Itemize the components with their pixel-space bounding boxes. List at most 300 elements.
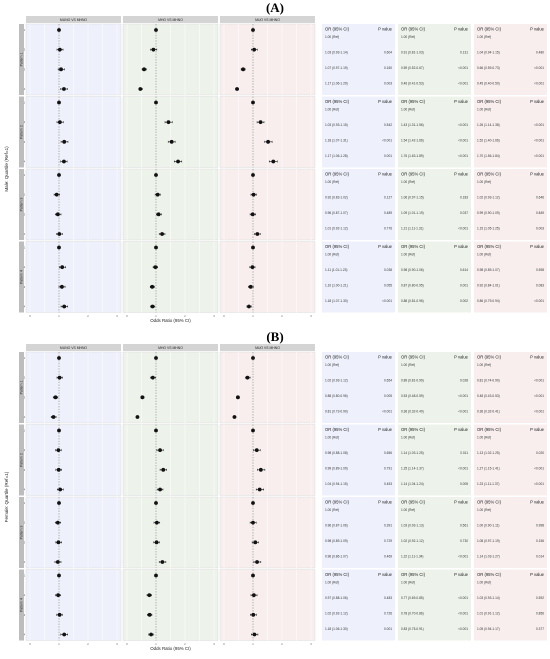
p-value: 0.480 — [536, 50, 544, 55]
p-value: <0.001 — [534, 378, 544, 383]
comparison-label: MUO VS MHNO — [255, 346, 280, 350]
x-tick-label: 0 — [29, 315, 31, 318]
quartile-tick-label: 4 — [23, 88, 26, 91]
p-value: 0.729 — [384, 539, 392, 543]
odds-ratio-point — [235, 87, 239, 91]
odds-ratio-point — [252, 193, 256, 197]
x-tick-label: 1 — [252, 643, 254, 646]
x-tick-label: 1 — [252, 315, 254, 318]
x-tick-label: 2 — [281, 643, 283, 646]
odds-ratio-point — [58, 48, 62, 52]
p-value: <0.001 — [458, 226, 468, 231]
odds-ratio-point — [251, 265, 255, 269]
p-value: 0.654 — [384, 378, 392, 383]
p-value: 0.726 — [384, 611, 392, 616]
x-tick-label: 3 — [213, 643, 215, 646]
or-value: 1.23 (1.11-1.37) — [477, 482, 500, 486]
or-value: 1.25 (1.14-1.37) — [401, 466, 424, 471]
table-header-or: OR (95% CI) — [325, 572, 349, 577]
pattern-label: Pattern 1 — [19, 380, 24, 395]
or-value: 1.00 (Ref) — [325, 252, 340, 257]
quartile-tick-label: 3 — [23, 613, 26, 617]
table-header-or: OR (95% CI) — [401, 572, 425, 577]
quartile-tick-label: 1 — [23, 174, 26, 177]
p-value: <0.001 — [382, 409, 392, 414]
p-value: 0.005 — [460, 482, 468, 486]
odds-ratio-point — [142, 67, 146, 71]
or-value: 1.14 (1.03-1.27) — [477, 554, 500, 559]
panel-letter: (B) — [266, 329, 284, 344]
quartile-tick-label: 2 — [23, 121, 26, 125]
or-value: 0.88 (0.81-0.96) — [401, 299, 424, 303]
odds-ratio-point — [151, 48, 155, 52]
p-value: 0.614 — [460, 268, 468, 272]
table-header-or: OR (95% CI) — [401, 244, 425, 249]
odds-ratio-point — [57, 101, 61, 105]
p-value: <0.001 — [534, 154, 544, 158]
p-value: <0.001 — [458, 596, 468, 600]
table-header-or: OR (95% CI) — [401, 499, 425, 505]
odds-ratio-point — [136, 415, 140, 419]
quartile-tick-label: 4 — [23, 488, 26, 492]
odds-ratio-point — [251, 429, 255, 433]
or-value: 1.00 (Ref) — [325, 435, 340, 440]
x-tick-label: 1 — [155, 643, 157, 646]
p-value: 0.656 — [384, 451, 392, 455]
odds-ratio-point — [251, 613, 255, 617]
odds-ratio-point — [253, 633, 257, 637]
table-header-or: OR (95% CI) — [325, 99, 349, 104]
odds-ratio-point — [148, 613, 152, 617]
or-value: 1.00 (Ref) — [477, 107, 492, 112]
or-value: 1.00 (Ref) — [401, 435, 416, 440]
x-tick-label: 0 — [126, 315, 128, 318]
p-value: 0.856 — [536, 611, 544, 616]
p-value: 0.055 — [384, 283, 392, 288]
comparison-label: MHO VS MHNO — [158, 18, 183, 22]
odds-ratio-point — [57, 232, 61, 236]
quartile-tick-label: 1 — [23, 357, 26, 360]
odds-ratio-point — [241, 67, 245, 71]
or-value: 0.59 (0.52-0.67) — [401, 66, 424, 70]
odds-ratio-point — [154, 28, 158, 32]
odds-ratio-point — [251, 521, 255, 525]
p-value: 0.604 — [384, 50, 392, 55]
odds-ratio-point — [271, 160, 275, 164]
table-header-p: P value — [378, 499, 392, 505]
x-tick-label: 0 — [223, 643, 225, 646]
odds-ratio-point — [54, 395, 58, 399]
or-value: 0.86 (0.79-0.94) — [477, 299, 500, 303]
table-header-or: OR (95% CI) — [325, 354, 349, 360]
or-value: 1.04 (0.94-1.15) — [477, 50, 500, 55]
odds-ratio-point — [259, 468, 263, 472]
odds-ratio-point — [160, 560, 164, 564]
or-value: 1.00 (Ref) — [325, 363, 340, 367]
or-value: 0.53 (0.48-0.59) — [401, 394, 424, 398]
or-value: 1.00 (Ref) — [477, 363, 492, 367]
x-tick-label: 2 — [87, 315, 89, 318]
table-header-p: P value — [530, 171, 544, 177]
table-header-or: OR (95% CI) — [477, 499, 501, 505]
p-value: <0.001 — [458, 154, 468, 158]
quartile-tick-label: 1 — [23, 101, 26, 105]
x-tick-label: 3 — [213, 315, 215, 318]
p-value: 0.469 — [384, 554, 392, 559]
or-value: 1.00 (Ref) — [401, 252, 416, 257]
comparison-label: MUNO VS MHNO — [59, 346, 88, 350]
or-value: 1.54 (1.42-1.66) — [401, 138, 424, 143]
quartile-tick-label: 1 — [23, 246, 26, 250]
quartile-tick-label: 2 — [23, 266, 26, 270]
p-value: <0.001 — [458, 138, 468, 143]
p-value: 0.003 — [536, 226, 544, 231]
or-value: 1.52 (1.40-1.66) — [477, 138, 500, 143]
p-value: 0.028 — [460, 378, 468, 383]
p-value: 0.592 — [536, 596, 544, 600]
quartile-tick-label: 4 — [23, 160, 26, 164]
table-header-p: P value — [454, 499, 468, 505]
p-value: 0.453 — [384, 482, 392, 486]
table-header-p: P value — [530, 26, 544, 32]
or-value: 0.81 (0.73-0.90) — [325, 409, 348, 414]
quartile-tick-label: 3 — [23, 396, 26, 400]
p-value: 0.011 — [460, 451, 468, 455]
table-header-or: OR (95% CI) — [325, 171, 349, 177]
or-value: 1.76 (1.63-1.89) — [401, 154, 424, 158]
x-tick-label: 2 — [184, 643, 186, 646]
p-value: 0.542 — [384, 123, 392, 127]
quartile-tick-label: 3 — [23, 541, 26, 545]
or-value: 1.10 (1.00-1.21) — [325, 283, 348, 288]
or-value: 1.00 (Ref) — [477, 580, 492, 585]
odds-ratio-point — [57, 501, 61, 505]
or-value: 0.98 (0.89-1.07) — [477, 268, 500, 272]
or-value: 1.03 (0.93-1.13) — [401, 523, 424, 528]
or-value: 0.98 (0.88-1.08) — [325, 451, 348, 455]
p-value: 0.776 — [384, 226, 392, 231]
or-value: 1.01 (0.91-1.12) — [477, 611, 500, 616]
table-header-or: OR (95% CI) — [401, 427, 425, 432]
x-tick-label: 3 — [310, 643, 312, 646]
table-header-p: P value — [454, 427, 468, 432]
or-value: 0.91 (0.81-1.03) — [401, 50, 424, 55]
p-value: 0.014 — [536, 554, 544, 559]
p-value: <0.001 — [534, 66, 544, 70]
odds-ratio-point — [150, 285, 154, 289]
or-value: 1.17 (1.06-1.28) — [325, 154, 348, 158]
odds-ratio-point — [154, 265, 158, 269]
odds-ratio-point — [138, 87, 142, 91]
odds-ratio-point — [251, 101, 255, 105]
x-tick-label: 0 — [29, 643, 31, 646]
quartile-tick-label: 3 — [23, 468, 26, 472]
odds-ratio-point — [149, 633, 153, 637]
p-value: <0.001 — [534, 409, 544, 414]
odds-ratio-point — [59, 67, 63, 71]
p-value: 0.646 — [536, 195, 544, 200]
or-value: 1.21 (1.11-1.31) — [401, 226, 424, 231]
or-value: 0.96 (0.87-1.06) — [325, 523, 348, 528]
or-value: 1.07 (0.97-1.19) — [325, 66, 348, 70]
or-value: 1.18 (1.06-1.30) — [325, 627, 348, 631]
or-value: 0.87 (0.80-0.95) — [401, 283, 424, 288]
x-tick-label: 0 — [223, 315, 225, 318]
or-value: 0.83 (0.75-0.91) — [401, 627, 424, 631]
pattern-label: Pattern 4 — [19, 270, 24, 284]
comparison-label: MUNO VS MHNO — [59, 18, 88, 22]
or-value: 1.18 (1.07-1.30) — [325, 299, 348, 303]
odds-ratio-point — [251, 246, 255, 250]
or-value: 1.14 (1.04-1.24) — [401, 482, 424, 486]
p-value: <0.001 — [382, 138, 392, 143]
or-value: 1.08 (0.97-1.19) — [477, 539, 500, 543]
odds-ratio-point — [56, 521, 60, 525]
p-value: <0.001 — [534, 482, 544, 486]
table-header-p: P value — [378, 99, 392, 104]
pattern-label: Pattern 2 — [19, 125, 24, 139]
odds-ratio-point — [55, 193, 59, 197]
or-value: 0.97 (0.88-1.06) — [325, 596, 348, 600]
table-header-or: OR (95% CI) — [477, 171, 501, 177]
odds-ratio-point — [154, 246, 158, 250]
p-value: <0.001 — [458, 81, 468, 86]
odds-ratio-point — [252, 593, 256, 597]
p-value: <0.001 — [458, 394, 468, 398]
or-value: 1.05 (0.94-1.17) — [477, 627, 500, 631]
or-value: 1.01 (0.92-1.12) — [325, 226, 348, 231]
pattern-label: Pattern 4 — [19, 598, 24, 612]
quartile-tick-label: 3 — [23, 140, 26, 144]
quartile-tick-label: 1 — [23, 502, 26, 505]
pattern-label: Pattern 2 — [19, 453, 24, 467]
odds-ratio-point — [251, 173, 255, 177]
y-axis-title: Female: Quartile (Ref=1) — [4, 471, 9, 523]
table-header-or: OR (95% CI) — [401, 171, 425, 177]
or-value: 1.00 (0.90-1.11) — [477, 523, 500, 528]
or-value: 1.00 (Ref) — [477, 435, 492, 440]
or-value: 1.00 (Ref) — [325, 107, 340, 112]
table-header-p: P value — [454, 26, 468, 32]
or-value: 0.96 (0.86-1.07) — [325, 554, 348, 559]
p-value: 0.160 — [384, 66, 392, 70]
quartile-tick-label: 2 — [23, 594, 26, 598]
odds-ratio-point — [258, 488, 262, 492]
odds-ratio-point — [140, 395, 144, 399]
or-value: 1.00 (Ref) — [325, 35, 340, 39]
odds-ratio-point — [154, 356, 158, 360]
p-value: 0.156 — [536, 539, 544, 543]
pattern-label: Pattern 1 — [19, 52, 24, 67]
or-value: 1.00 (Ref) — [325, 508, 340, 512]
p-value: 0.489 — [384, 211, 392, 215]
or-value: 1.06 (0.97-1.15) — [401, 195, 424, 200]
x-axis-title: Odds Ratio (95% CI) — [150, 318, 191, 323]
table-header-or: OR (95% CI) — [477, 26, 501, 32]
or-value: 1.27 (1.15-1.41) — [477, 466, 500, 471]
p-value: 0.005 — [384, 394, 392, 398]
odds-ratio-point — [57, 356, 61, 360]
table-header-or: OR (95% CI) — [401, 354, 425, 360]
panel-letter: (A) — [265, 0, 285, 15]
pattern-label: Pattern 3 — [19, 197, 24, 212]
odds-ratio-point — [158, 488, 162, 492]
p-value: 0.001 — [384, 154, 392, 158]
p-value: 0.001 — [384, 627, 392, 631]
odds-ratio-point — [60, 285, 64, 289]
odds-ratio-point — [154, 101, 158, 105]
odds-ratio-point — [266, 140, 270, 144]
p-value: <0.001 — [534, 466, 544, 471]
or-value: 1.00 (Ref) — [477, 252, 492, 257]
or-value: 1.00 (Ref) — [477, 508, 492, 512]
or-value: 0.48 (0.43-0.53) — [477, 394, 500, 398]
pattern-label: Pattern 3 — [19, 525, 24, 540]
or-value: 1.02 (0.92-1.12) — [401, 539, 424, 543]
odds-ratio-point — [62, 160, 66, 164]
table-header-or: OR (95% CI) — [325, 244, 349, 249]
or-value: 1.00 (Ref) — [401, 508, 416, 512]
x-tick-label: 2 — [281, 315, 283, 318]
or-value: 0.36 (0.32-0.40) — [401, 409, 424, 414]
or-value: 1.03 (0.93-1.14) — [325, 50, 348, 55]
x-tick-label: 1 — [58, 643, 60, 646]
p-value: 0.183 — [460, 195, 468, 200]
or-value: 1.00 (Ref) — [401, 107, 416, 112]
x-tick-label: 3 — [116, 315, 118, 318]
p-value: 0.083 — [536, 283, 544, 288]
table-header-or: OR (95% CI) — [477, 354, 501, 360]
odds-ratio-point — [151, 305, 155, 309]
odds-ratio-point — [62, 87, 66, 91]
p-value: 0.561 — [460, 523, 468, 528]
quartile-tick-label: 2 — [23, 376, 26, 380]
table-header-p: P value — [530, 354, 544, 360]
p-value: 0.483 — [384, 596, 392, 600]
odds-ratio-point — [155, 521, 159, 525]
odds-ratio-point — [56, 560, 60, 564]
table-header-p: P value — [530, 499, 544, 505]
odds-ratio-point — [155, 540, 159, 544]
odds-ratio-point — [233, 415, 237, 419]
or-value: 1.00 (Ref) — [325, 180, 340, 184]
quartile-tick-label: 3 — [23, 68, 26, 72]
odds-ratio-point — [57, 574, 61, 578]
p-value: 0.849 — [536, 211, 544, 215]
odds-ratio-point — [57, 448, 61, 452]
odds-ratio-point — [246, 376, 250, 380]
p-value: <0.001 — [458, 611, 468, 616]
quartile-tick-label: 1 — [23, 29, 26, 32]
p-value: 0.131 — [460, 50, 468, 55]
or-value: 0.81 (0.74-0.90) — [477, 378, 500, 383]
odds-ratio-point — [255, 448, 259, 452]
x-tick-label: 2 — [87, 643, 89, 646]
table-header-p: P value — [378, 354, 392, 360]
odds-ratio-point — [249, 285, 253, 289]
or-value: 1.03 (0.93-1.14) — [477, 596, 500, 600]
table-header-or: OR (95% CI) — [401, 26, 425, 32]
quartile-tick-label: 4 — [23, 233, 26, 236]
odds-ratio-point — [151, 376, 155, 380]
table-header-p: P value — [454, 244, 468, 249]
or-value: 1.17 (1.06-1.29) — [325, 81, 348, 86]
or-value: 1.18 (1.07-1.31) — [325, 138, 348, 143]
p-value: <0.001 — [458, 554, 468, 559]
quartile-tick-label: 2 — [23, 449, 26, 453]
comparison-label: MUO VS MHNO — [255, 18, 280, 22]
or-value: 0.45 (0.40-0.50) — [477, 81, 500, 86]
p-value: <0.001 — [534, 394, 544, 398]
p-value: 0.003 — [384, 81, 392, 86]
p-value: 0.002 — [460, 299, 468, 303]
p-value: <0.001 — [382, 299, 392, 303]
table-header-or: OR (95% CI) — [477, 99, 501, 104]
table-header-or: OR (95% CI) — [477, 244, 501, 249]
odds-ratio-point — [57, 429, 61, 433]
odds-ratio-point — [57, 540, 61, 544]
or-value: 0.98 (0.90-1.06) — [401, 268, 424, 272]
p-value: <0.001 — [534, 123, 544, 127]
p-value: 0.998 — [536, 523, 544, 528]
odds-ratio-point — [154, 574, 158, 578]
p-value: 0.127 — [384, 195, 392, 200]
table-header-p: P value — [454, 171, 468, 177]
odds-ratio-point — [253, 540, 257, 544]
p-value: <0.001 — [458, 409, 468, 414]
odds-ratio-point — [56, 212, 60, 216]
or-value: 1.04 (0.94-1.15) — [325, 482, 348, 486]
or-value: 0.77 (0.69-0.85) — [401, 596, 424, 600]
quartile-tick-label: 1 — [23, 429, 26, 433]
or-value: 0.96 (0.87-1.07) — [325, 211, 348, 215]
or-value: 1.15 (1.05-1.25) — [477, 226, 500, 231]
or-value: 1.70 (1.56-1.84) — [477, 154, 500, 158]
or-value: 1.22 (1.11-1.34) — [401, 554, 424, 559]
or-value: 1.26 (1.14-1.38) — [477, 123, 500, 127]
comparison-label: MHO VS MHNO — [158, 346, 183, 350]
odds-ratio-point — [62, 140, 66, 144]
y-axis-title: Male: Quartile (Ref=1) — [4, 146, 9, 192]
p-value: <0.001 — [458, 66, 468, 70]
odds-ratio-point — [161, 468, 165, 472]
or-value: 0.36 (0.32-0.41) — [477, 409, 500, 414]
quartile-tick-label: 1 — [23, 574, 26, 578]
odds-ratio-point — [62, 305, 66, 309]
p-value: 0.791 — [384, 466, 392, 471]
x-tick-label: 1 — [155, 315, 157, 318]
odds-ratio-point — [154, 501, 158, 505]
odds-ratio-point — [251, 356, 255, 360]
table-header-or: OR (95% CI) — [325, 427, 349, 432]
odds-ratio-point — [160, 232, 164, 236]
odds-ratio-point — [58, 376, 62, 380]
table-header-p: P value — [378, 171, 392, 177]
quartile-tick-label: 2 — [23, 48, 26, 52]
odds-ratio-point — [167, 120, 171, 124]
odds-ratio-point — [255, 560, 259, 564]
p-value: 0.001 — [460, 283, 468, 288]
odds-ratio-point — [154, 173, 158, 177]
table-header-or: OR (95% CI) — [477, 427, 501, 432]
odds-ratio-point — [154, 429, 158, 433]
table-header-or: OR (95% CI) — [401, 99, 425, 104]
or-value: 0.92 (0.84-1.01) — [477, 283, 500, 288]
or-value: 1.02 (0.93-1.12) — [325, 378, 348, 383]
odds-ratio-point — [251, 28, 255, 32]
odds-ratio-point — [62, 633, 66, 637]
table-header-or: OR (95% CI) — [477, 572, 501, 577]
